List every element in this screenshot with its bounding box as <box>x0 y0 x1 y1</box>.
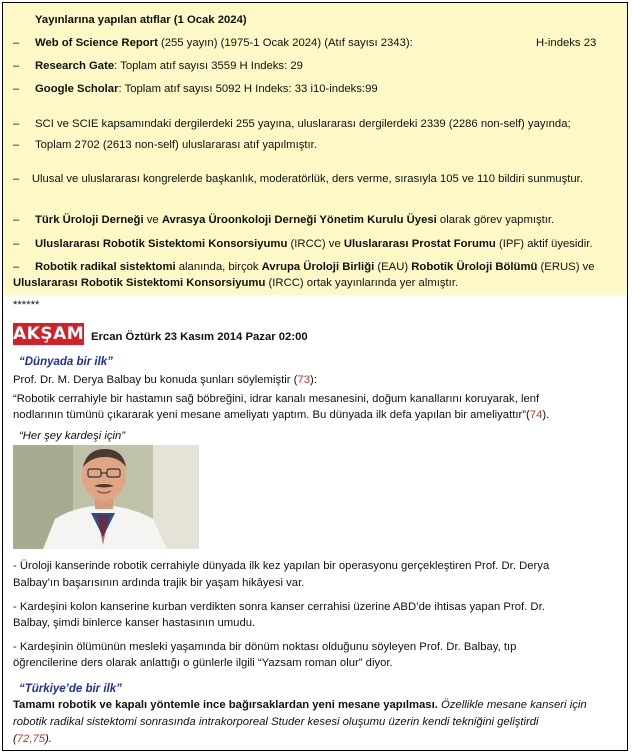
dash-bullet: – <box>13 60 20 72</box>
intro-text: Prof. Dr. M. Derya Balbay bu konuda şunları söylemiştir ( <box>13 374 298 386</box>
intro-line <box>13 372 317 388</box>
section-2-line-2: robotik radikal sistektomi sonrasında intrakorporeal Studer kesesi oluşumu üzerin kendi tekniğini geliştirdi <box>13 716 539 728</box>
total-line: Toplam 2702 (2613 non-self) uluslararası atıf yapılmıştır. <box>35 139 317 151</box>
section-2-bold-text: Tamamı robotik ve kapalı yöntemle ince bağırsaklardan yeni mesane yapılması. <box>13 699 438 711</box>
org-erus: Robotik Üroloji Bölümü <box>411 261 538 273</box>
org-eurasian-uro-onc: Avrasya Üroonkoloji Derneği Yönetim Kurulu Üyesi <box>161 214 437 226</box>
wos-text: (255 yayın) (1975-1 Ocak 2024) (Atıf sayısı 2343): <box>157 37 413 49</box>
org-turkish-urology: Türk Üroloji Derneği <box>35 214 144 226</box>
section-title-world-first: “Dünyada bir ilk” <box>19 356 113 368</box>
paragraph-1-line-2: Balbay’ın başarısının ardında trajik bir yaşam hikâyesi var. <box>13 577 305 589</box>
dash-bullet: – <box>13 173 32 185</box>
membership-line-3b <box>13 275 458 291</box>
org-ipf: Uluslararası Prostat Forumu <box>343 238 496 250</box>
dash-bullet: – <box>13 139 20 151</box>
section-2-line-1 <box>13 697 587 713</box>
wos-label: Web of Science Report <box>35 37 158 49</box>
reference-link[interactable]: 74 <box>529 409 543 421</box>
section-title-turkey-first: “Türkiye’de bir ilk” <box>19 683 122 695</box>
paragraph-3-line-2: öğrencilerine ders olarak anlattığı o günlerle ilgili “Yazsam roman olur” diyor. <box>13 657 393 669</box>
conjunction: ve <box>143 214 162 226</box>
membership-3-h: (IRCC) ortak yayınlarında yer almıştır. <box>265 277 459 289</box>
photo-caption: “Her şey kardeşi için” <box>19 430 126 442</box>
paragraph-1-line-1: - Üroloji kanserinde robotik cerrahiyle dünyada ilk kez yapılan bir operasyonu gerçekleştiren Prof. Dr. Derya <box>13 560 550 572</box>
wos-hindex: H-indeks 23 <box>536 37 597 49</box>
membership-line-2 <box>35 236 593 252</box>
membership-line-3a <box>35 259 595 275</box>
dash-bullet: – <box>13 37 20 49</box>
membership-3-d: (EAU) <box>374 261 412 273</box>
dash-bullet: – <box>13 214 20 226</box>
membership-2-tail: (IPF) aktif üyesidir. <box>495 238 593 250</box>
citations-title: Yayınlarına yapılan atıflar (1 Ocak 2024) <box>35 14 247 26</box>
doctor-photo <box>13 445 199 549</box>
dash-bullet: – <box>13 83 20 95</box>
paragraph-2-line-2: Balbay, şimdi binlerce kanser hastasının umudu. <box>13 617 256 629</box>
doctor-portrait-image <box>13 445 199 549</box>
document-page <box>2 2 628 751</box>
congress-paragraph <box>13 171 608 187</box>
membership-line-1 <box>35 212 554 228</box>
article-byline: Ercan Öztürk 23 Kasım 2014 Pazar 02:00 <box>91 331 308 343</box>
membership-3-f: (ERUS) ve <box>537 261 595 273</box>
membership-1-tail: olarak görev yapmıştır. <box>436 214 555 226</box>
org-ircc-2: Uluslararası Robotik Sistektomi Konsorsiyumu <box>13 277 266 289</box>
gs-label: Google Scholar <box>35 83 119 95</box>
quote-text: nodlarının tümünü çıkararak yeni mesane ameliyatı yaptım. Bu dünyada ilk defa yapılan bir ameliyattır”( <box>13 409 530 421</box>
rg-label: Research Gate <box>35 60 115 72</box>
quote-line-1: “Robotik cerrahiyle bir hastamın sağ böbreğini, idrar kanalı mesanesini, doğum kanallarını koruyarak, lenf <box>13 393 540 405</box>
paragraph-3-line-1: - Kardeşinin ölümünün mesleki yaşamında bir dönüm noktası olduğunu söyleyen Prof. Dr. Balbay, tıp <box>13 641 517 653</box>
dash-bullet: – <box>13 118 20 130</box>
membership-2-mid: (IRCC) ve <box>287 238 344 250</box>
gs-line <box>35 81 378 97</box>
dash-bullet: – <box>13 238 20 250</box>
separator: ****** <box>13 299 40 311</box>
reference-link[interactable]: 73 <box>297 374 310 386</box>
paragraph-2-line-1: - Kardeşini kolon kanserine kurban verdikten sonra kanser cerrahisi üzerine ABD’de ihtisas yapan Prof. Dr. <box>13 601 545 613</box>
sci-line: SCI ve SCIE kapsamındaki dergilerdeki 255 yayına, uluslararası dergilerdeki 2339 (2286 non-self) yayında; <box>35 118 571 130</box>
quote-line-2 <box>13 407 549 423</box>
robotic-cystectomy-term: Robotik radikal sistektomi <box>35 261 176 273</box>
section-2-line-3 <box>13 731 52 747</box>
rg-text: : Toplam atıf sayısı 3559 H Indeks: 29 <box>114 60 303 72</box>
quote-close: ). <box>542 409 550 421</box>
congress-text: Ulusal ve uluslararası kongrelerde başkanlık, moderatörlük, ders verme, sırasıyla 105 ve 110 bildiri sunmuştur. <box>31 173 583 185</box>
intro-close: ): <box>310 374 317 386</box>
org-ircc: Uluslararası Robotik Sistektomi Konsorsiyumu <box>35 238 288 250</box>
dash-bullet: – <box>13 261 20 273</box>
gs-text: : Toplam atıf sayısı 5092 H Indeks: 33 i10-indeks:99 <box>118 83 378 95</box>
rg-line <box>35 58 303 74</box>
section-2-italic-text-1: Özellikle mesane kanseri için <box>437 699 587 711</box>
ref-close: ). <box>45 733 52 745</box>
membership-3-b: alanında, birçok <box>175 261 262 273</box>
wos-line <box>35 35 413 51</box>
ref-open: ( <box>13 733 17 745</box>
aksam-logo: AKŞAM <box>13 324 85 344</box>
org-eau: Avrupa Üroloji Birliği <box>261 261 375 273</box>
reference-link[interactable]: 72,75 <box>16 733 46 745</box>
